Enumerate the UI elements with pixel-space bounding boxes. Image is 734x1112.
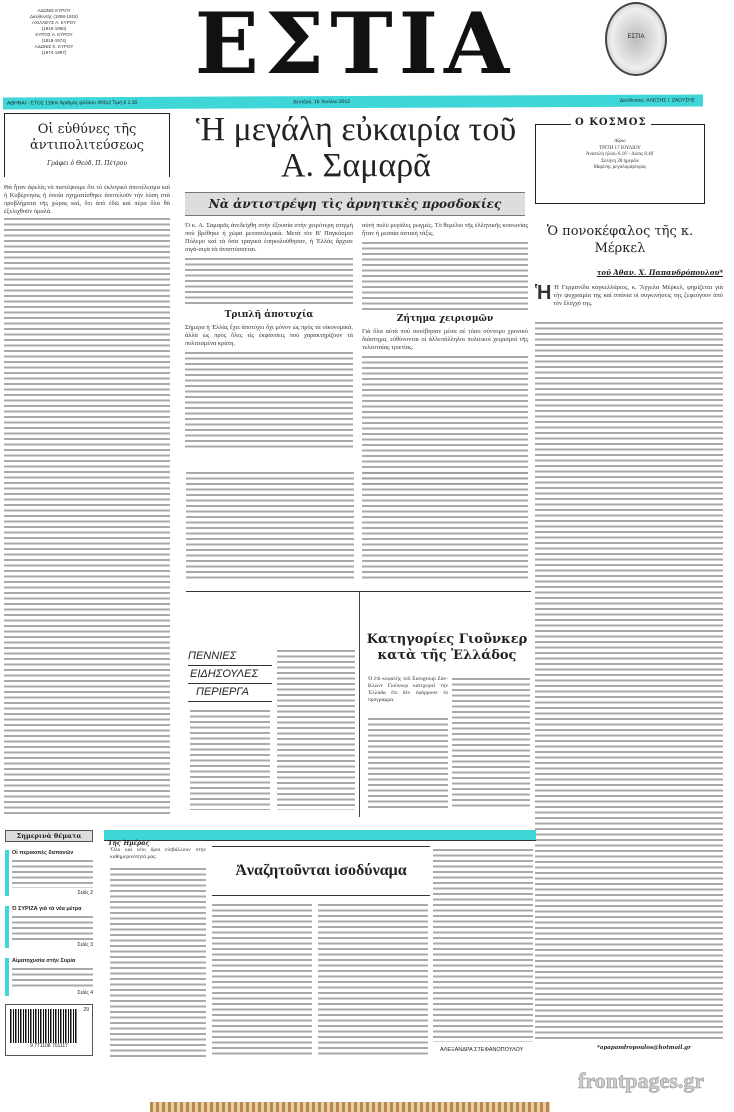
world-line: Ἀνατολὴ ἡλίου 6.16' - Δύσις 8.46' — [585, 152, 655, 157]
issue-info: ΑΘΗΝΑΙ - ΕΤΟΣ 119ον Ἀριθμὸς φύλλου 39312 Τιμή € 1,30 — [6, 99, 138, 107]
today-item-title: Οἱ περικοπὲς δαπανῶν — [12, 850, 74, 856]
barcode-number: 9 771108 701117 — [30, 1043, 68, 1049]
seal-text: ΕΣΤΙΑ — [627, 34, 645, 40]
today-topics — [5, 830, 93, 1066]
day-column-lead: Ὅλο καὶ νέοι ὅροι εἰσβάλλουν στὴν καθημερινότητά μας. — [110, 847, 206, 860]
day-column-label: Τῆς Ἡμέρας — [108, 840, 150, 847]
pennies-title — [188, 648, 272, 702]
day-column-title-box — [212, 846, 430, 896]
founder-line: (1918-1950) — [41, 26, 67, 31]
pennies-title-line: ΠΕΡΙΕΡΓΑ — [188, 684, 272, 702]
drop-cap: Ἡ — [535, 282, 552, 304]
main-col2-lead: αὐτὴ πολὺ μεγάλες ρωγμές. Τὸ θεμέλιο τῆς ἑλληνικῆς κοινωνίας ἦταν ἡ μεσαία ἀστικὴ τάξις. — [362, 222, 528, 237]
seal-logo — [605, 2, 667, 76]
left-article-lead: Θὰ ἦταν ἀφελὲς νὰ πιστέψουμε ὅτι τὸ ἐκλογικὸ ἀποτέλεσμα καὶ ἡ Κυβέρνησις ἡ ὁποία σχηματίσθηκε ἀποτελοῦν τὴν λύση στὰ προβλήματα τῆς χώρας καί, ὅτι ἀπὸ ἐδῶ καὶ πέρα ὅλα θὰ ἐξελιχθοῦν ὁμαλά. — [4, 184, 170, 215]
right-article-byline: τοῦ Ἀθαν. Χ. Παπανδρόπουλου* — [596, 268, 723, 277]
today-item-page: Σελὶς 3 — [77, 942, 93, 948]
section-text: Σήμερα ἡ Ἑλλὰς ἔχει ἀποτύχει ὄχι μόνον ὡς πρὸς τὰ οἰκονομικά, ἀλλὰ ὡς πρὸς ὅλες τὶς ἐκφάνσεις ποὺ χαρακτηρίζουν τὰ πολιτισμένα κράτη. — [185, 324, 353, 347]
today-item-page: Σελὶς 4 — [77, 990, 93, 996]
left-article-byline: Γράφει ὁ Θεόδ. Π. Πέτρου — [47, 160, 127, 167]
world-line: Μαρίνης μεγαλομάρτυρος — [593, 165, 647, 170]
main-col2 — [362, 222, 528, 484]
founder-line: Διευθυντής (1898-1918) — [30, 14, 78, 19]
right-article-body — [535, 320, 723, 1040]
left-article-header — [4, 113, 170, 177]
junker-title: Κατηγορίες Γιοῦνκερ κατὰ τῆς Ἑλλάδος — [366, 632, 528, 663]
day-column-body — [433, 847, 533, 1042]
masthead-title: ΕΣΤΙΑ — [194, 0, 516, 93]
today-item-title: Ὁ ΣΥΡΙΖΑ γιὰ τὰ νέα μέτρα — [12, 906, 82, 912]
author-email: *apapandropoulos@hotmail.gr — [597, 1045, 691, 1051]
founder-line: ΚΥΡΟΣ Α. ΚΥΡΟΥ — [35, 32, 73, 37]
info-bar — [3, 94, 703, 109]
issue-date: Δευτέρα, 16 Ἰουλίου 2012 — [292, 99, 351, 106]
day-column-bar — [104, 830, 536, 847]
main-col2-cont — [362, 470, 528, 580]
watermark: frontpages.gr — [578, 1068, 705, 1093]
pennies-title-line: ΕΙΔΗΣΟΥΛΕΣ — [188, 666, 272, 684]
page-edge — [150, 1102, 550, 1112]
left-article-body — [4, 216, 170, 816]
issue-code: 29 — [83, 1007, 89, 1013]
world-box — [535, 117, 705, 204]
barcode — [5, 1004, 93, 1056]
world-label: Ο ΚΟΣΜΟΣ — [571, 117, 651, 128]
day-column-body — [212, 902, 312, 1058]
pennies-title-line: ΠΕΝΝΙΕΣ — [188, 648, 272, 666]
director: Διεύθυνσις: ΑΛΕΞΗΣ Ι. ΖΑΟΥΣΗΣ — [619, 97, 696, 104]
founder-line: (1918-1974) — [41, 38, 67, 43]
main-subhead: Νὰ ἀντιστρέψη τὶς ἀρνητικὲς προσδοκίες — [208, 197, 502, 211]
section-heading: Τριπλῆ ἀποτυχία — [224, 310, 314, 320]
day-column-body — [110, 866, 206, 1058]
section-text: Γιὰ ὅλα αὐτὰ ποὺ συνέβησαν μέσα σὲ τόσο σύντομο χρονικὸ διάστημα, εὐθύνονται οἱ ἀλλεπάλληλοι πολιτικοὶ χειρισμοὶ τῆς τελευταίας τριετίας. — [362, 328, 528, 351]
divider — [359, 592, 360, 817]
today-item-title: Αἱματοχυσία στὴν Συρία — [12, 958, 76, 964]
today-item — [5, 906, 93, 948]
founder-line: ΑΔΩΝΙΣ Κ. ΚΥΡΟΥ — [34, 44, 74, 49]
main-col1-cont — [186, 470, 354, 580]
main-col1 — [185, 222, 353, 450]
right-article-title: Ὁ πονοκέφαλος τῆς κ. Μέρκελ — [546, 224, 694, 256]
junker-lead: Ὁ ἐπὶ κεφαλῆς τοῦ Eurogroup Ζὰν-Κλὼντ Γιοῦνκερ κατηγορεῖ τὴν Ἑλλάδα ὅτι δὲν ἐφάρμοσε τὸ πρόγραμμα. — [368, 676, 448, 703]
founders-list — [14, 8, 94, 56]
day-column-body — [318, 902, 428, 1058]
text-placeholder — [185, 256, 353, 306]
world-line: ΤΡΙΤΗ 17 ΙΟΥΛΙΟΥ — [599, 145, 641, 151]
today-item-page: Σελὶς 2 — [77, 890, 93, 896]
world-line: Αὔριο — [614, 139, 626, 144]
main-headline: Ἡ μεγάλη εὐκαιρία τοῦ Α. Σαμαρᾶ — [195, 111, 517, 184]
pennies-body — [190, 708, 270, 810]
junker-body-2 — [452, 676, 530, 810]
junker-body — [368, 716, 448, 810]
right-article-lead — [535, 284, 723, 308]
day-column-author: ΑΛΕΞΑΝΔΡΑ ΣΤΕΦΑΝΟΠΟΥΛΟΥ — [440, 1047, 524, 1053]
section-heading: Ζήτημα χειρισμῶν — [396, 314, 494, 324]
left-article-title: Οἱ εὐθύνες τῆς ἀντιπολιτεύσεως — [30, 122, 144, 153]
founder-line: ΑΧΙΛΛΕΥΣ Α. ΚΥΡΟΥ — [32, 20, 76, 25]
text-placeholder — [362, 240, 528, 310]
founder-line: (1974-1997) — [41, 50, 67, 55]
pennies-body-2 — [277, 648, 355, 810]
today-label: Σημερινὰ θέματα — [5, 830, 93, 842]
day-column-title: Ἀναζητοῦνται ἰσοδύναμα — [235, 862, 407, 879]
main-subhead-box — [185, 192, 525, 216]
today-item — [5, 958, 93, 996]
text-placeholder — [362, 354, 528, 484]
world-line: Σελήνη 28 ἡμερῶν — [601, 158, 639, 164]
today-item — [5, 850, 93, 896]
founder-line: ΑΔΩΝΙΣ ΚΥΡΟΥ — [37, 8, 71, 13]
right-article-lead-text: Ἡ Γερμανίδα καγκελλάριος, κ. Ἄγγελα Μέρκελ, φημίζεται γιὰ τὴν ψυχραιμία της καὶ σπάνια οἱ συγκινήσεις της ξεφεύγουν ἀπὸ τὸν ἔλεγχό της. — [553, 284, 723, 307]
text-placeholder — [185, 350, 353, 450]
main-lead: Ὁ κ. Α. Σαμαρᾶς ἀνεδείχθη στὴν ἐξουσία στὴν χειρότερη στιγμὴ ποὺ βρέθηκε ἡ χώρα μεταπολεμικά. Μετὰ τὸν Β' Παγκόσμιο Πόλεμο καὶ τὰ ὅσα τραγικὰ ἐπηκολούθησαν, ἡ Ἑλλὰς ἄρχισε σιγὰ-σιγὰ νὰ ἀναπτύσσεται. — [185, 222, 353, 253]
